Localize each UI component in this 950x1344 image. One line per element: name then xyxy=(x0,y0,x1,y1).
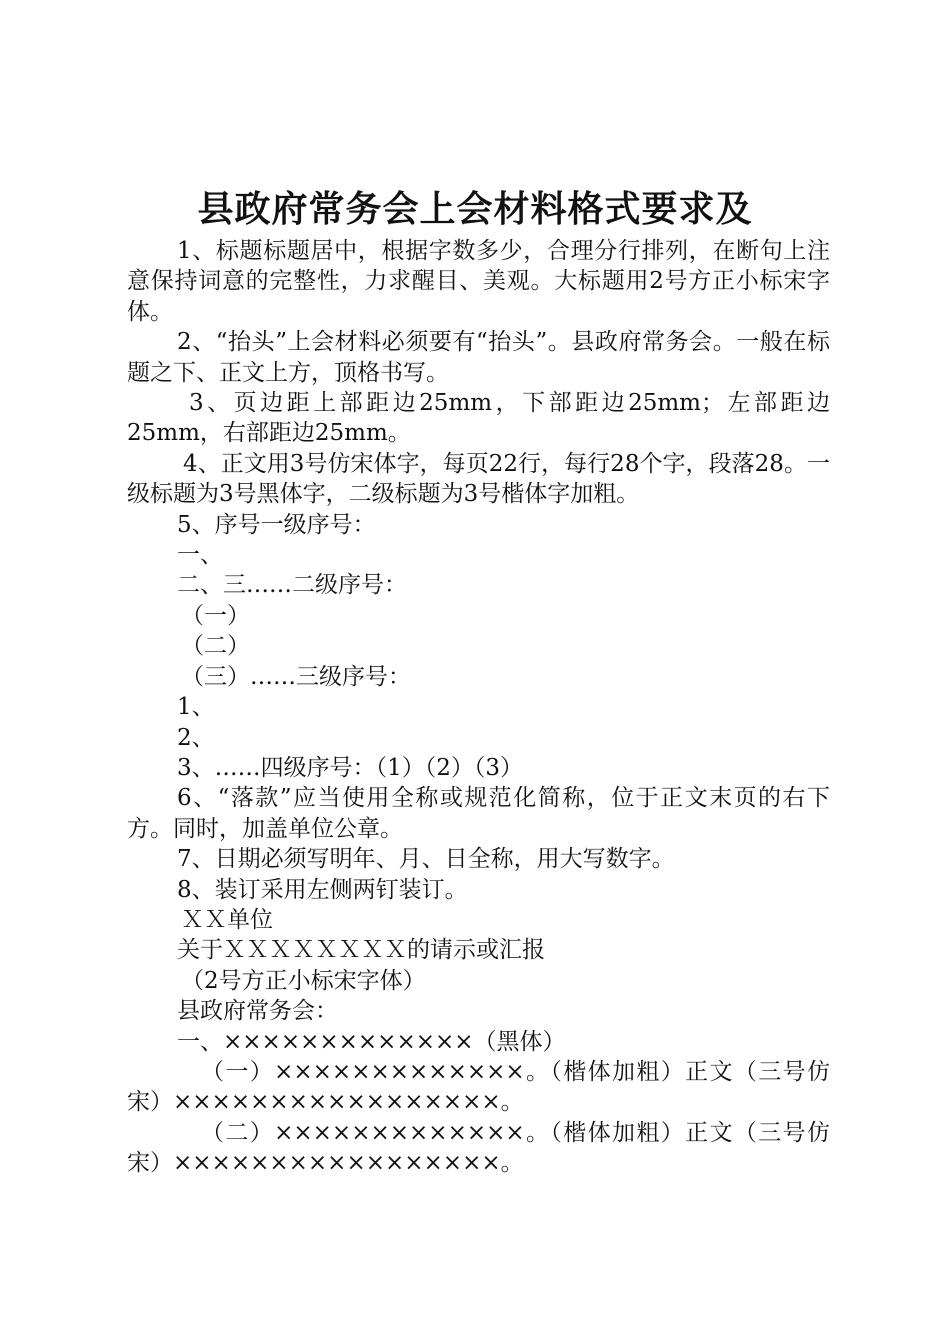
numbering-level3-item3: 3、……四级序号：（1）（2）（3） xyxy=(177,754,524,781)
sample-document-title: 关于ＸＸＸＸＸＸＸＸ的请示或汇报 xyxy=(177,937,545,964)
sample-level2-paragraph-1: （一）×××××××××××××。（楷体加粗）正文（三号仿宋）×××××××××××××××××。 xyxy=(127,1058,830,1116)
paragraph-numbering-rule: 5、序号一级序号： xyxy=(177,511,376,538)
document-body xyxy=(127,236,830,1179)
sample-level1-heading: 一、×××××××××××××（黑体） xyxy=(177,1028,566,1055)
paragraph-margin-rule: 3、页边距上部距边25mm，下部距边25mm；左部距边25mm，右部距边25mm。 xyxy=(127,390,830,447)
numbering-level3-item1: 1、 xyxy=(177,694,215,721)
sample-heading: 县政府常务会： xyxy=(177,998,338,1025)
numbering-level2-item1: （一） xyxy=(181,602,250,629)
sample-unit-name: ＸＸ单位 xyxy=(181,906,273,933)
sample-level2-paragraph-2: （二）×××××××××××××。（楷体加粗）正文（三号仿宋）×××××××××××××××××。 xyxy=(127,1119,830,1177)
numbering-level1-item1: 一、 xyxy=(177,542,223,569)
paragraph-title-rule: 1、标题标题居中，根据字数多少，合理分行排列，在断句上注意保持词意的完整性，力求醒目、美观。大标题用2号方正小标宋字体。 xyxy=(127,238,830,325)
paragraph-date-rule: 7、日期必须写明年、月、日全称，用大写数字。 xyxy=(177,846,675,873)
numbering-level2-item2: （二） xyxy=(181,633,250,660)
paragraph-heading-rule: 2、“抬头”上会材料必须要有“抬头”。县政府常务会。一般在标题之下、正文上方，顶格书写。 xyxy=(127,329,830,386)
sample-title-font-note: （2号方正小标宋字体） xyxy=(181,967,426,994)
numbering-level3-item2: 2、 xyxy=(177,724,215,751)
document-title: 县政府常务会上会材料格式要求及 xyxy=(197,188,753,230)
numbering-level1-item2: 二、三……二级序号： xyxy=(177,572,407,599)
paragraph-binding-rule: 8、装订采用左侧两钉装订。 xyxy=(177,876,468,903)
paragraph-signature-rule: 6、“落款”应当使用全称或规范化简称，位于正文末页的右下方。同时，加盖单位公章。 xyxy=(127,785,830,842)
numbering-level2-item3: （三）……三级序号： xyxy=(181,663,411,690)
paragraph-body-font-rule: 4、正文用3号仿宋体字，每页22行，每行28个字，段落28。一级标题为3号黑体字，二级标题为3号楷体字加粗。 xyxy=(127,450,830,508)
